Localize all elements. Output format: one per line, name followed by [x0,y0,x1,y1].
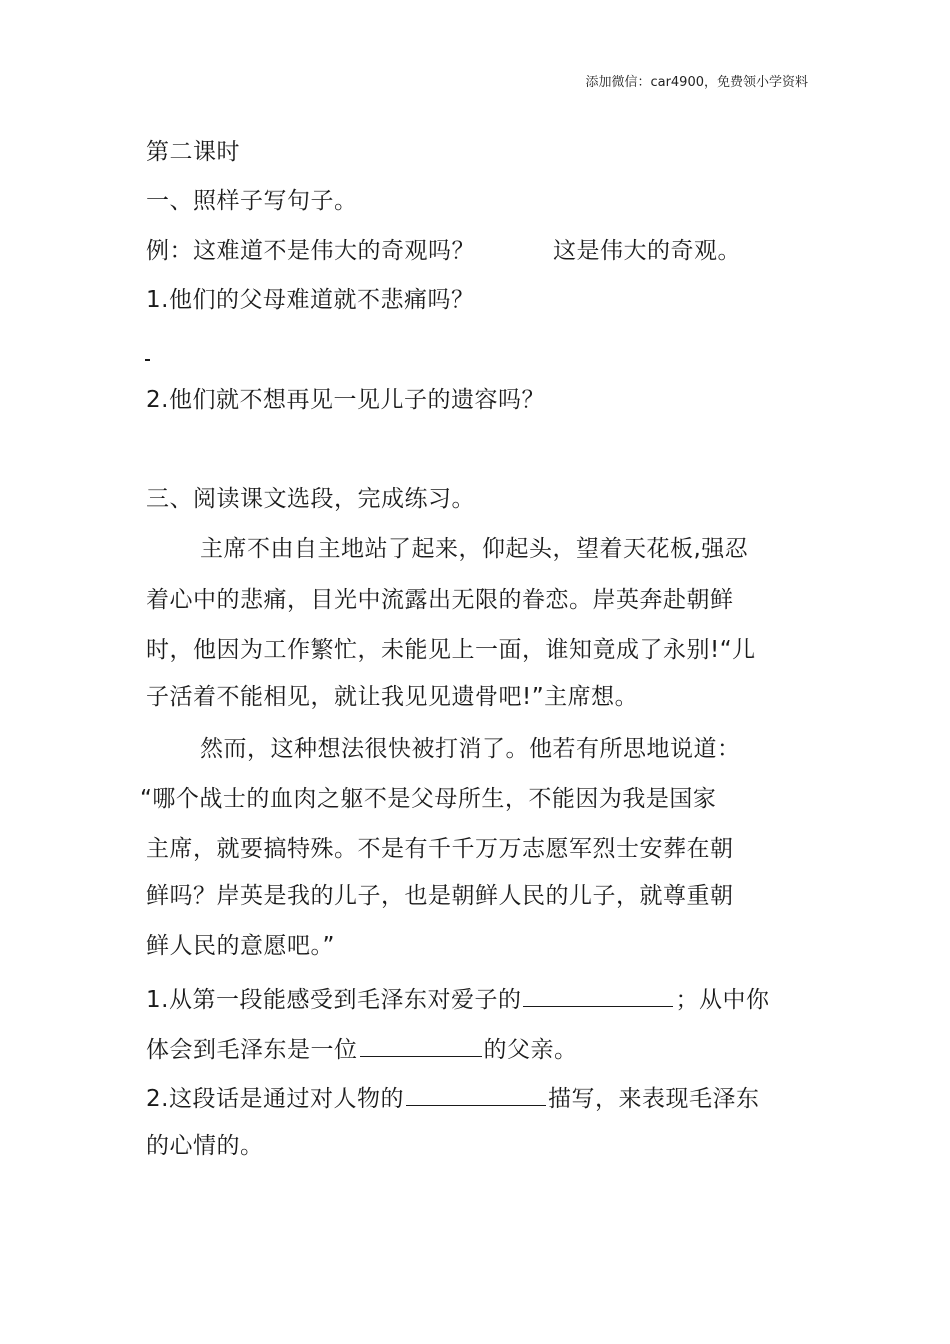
q1-line2-text-part1: 体会到毛泽东是一位 [146,1037,358,1063]
q1-blank-2[interactable] [360,1036,482,1057]
section3-q2-line2: 的心情的。 [146,1133,264,1159]
section1-q2: 2.他们就不想再见一见儿子的遗容吗？ [146,387,545,413]
section3-q1-line2 [146,1036,578,1062]
example-answer: 这是伟大的奇观。 [553,238,741,264]
para2-line-5: 鲜人民的意愿吧。” [146,933,335,959]
para2-line-2: “哪个战士的血肉之躯不是父母所生，不能因为我是国家 [140,786,717,812]
q2-text-part2: 描写，来表现毛泽东 [547,1086,760,1112]
q1-text-part2: ；从中你 [675,987,770,1013]
example-row [146,240,846,263]
section3-heading: 三、阅读课文选段，完成练习。 [146,486,475,512]
q2-text-part1: 2.这段话是通过对人物的 [146,1086,404,1112]
para1-line-2: 着心中的悲痛，目光中流露出无限的眷恋。岸英奔赴朝鲜 [146,587,734,613]
section1-heading: 一、照样子写句子。 [146,188,358,214]
para2-line-1: 然而，这种想法很快被打消了。他若有所思地说道： [200,736,741,762]
section3-q1-line1 [146,986,769,1012]
para2-line-4: 鲜吗？岸英是我的儿子，也是朝鲜人民的儿子，就尊重朝 [146,883,734,909]
answer-dash-mark [145,359,150,361]
section1-q1: 1.他们的父母难道就不悲痛吗？ [146,287,475,313]
q1-line2-text-part2: 的父亲。 [483,1037,578,1063]
para1-line-4: 子活着不能相见，就让我见见遗骨吧!”主席想。 [146,684,639,710]
para1-line-1: 主席不由自主地站了起来，仰起头，望着天花板,强忍 [200,536,749,562]
lesson-title: 第二课时 [146,139,240,165]
q1-blank-1[interactable] [523,986,673,1007]
section3-q2-line1 [146,1085,759,1111]
para1-line-3: 时，他因为工作繁忙，未能见上一面，谁知竟成了永别!“儿 [146,637,756,663]
example-question: 例：这难道不是伟大的奇观吗？ [146,238,475,264]
header-note: 添加微信：car4900，免费领小学资料 [585,75,808,90]
para2-line-3: 主席，就要搞特殊。不是有千千万万志愿军烈士安葬在朝 [146,836,734,862]
q2-blank[interactable] [406,1085,546,1106]
q1-text-part1: 1.从第一段能感受到毛泽东对爱子的 [146,987,522,1013]
